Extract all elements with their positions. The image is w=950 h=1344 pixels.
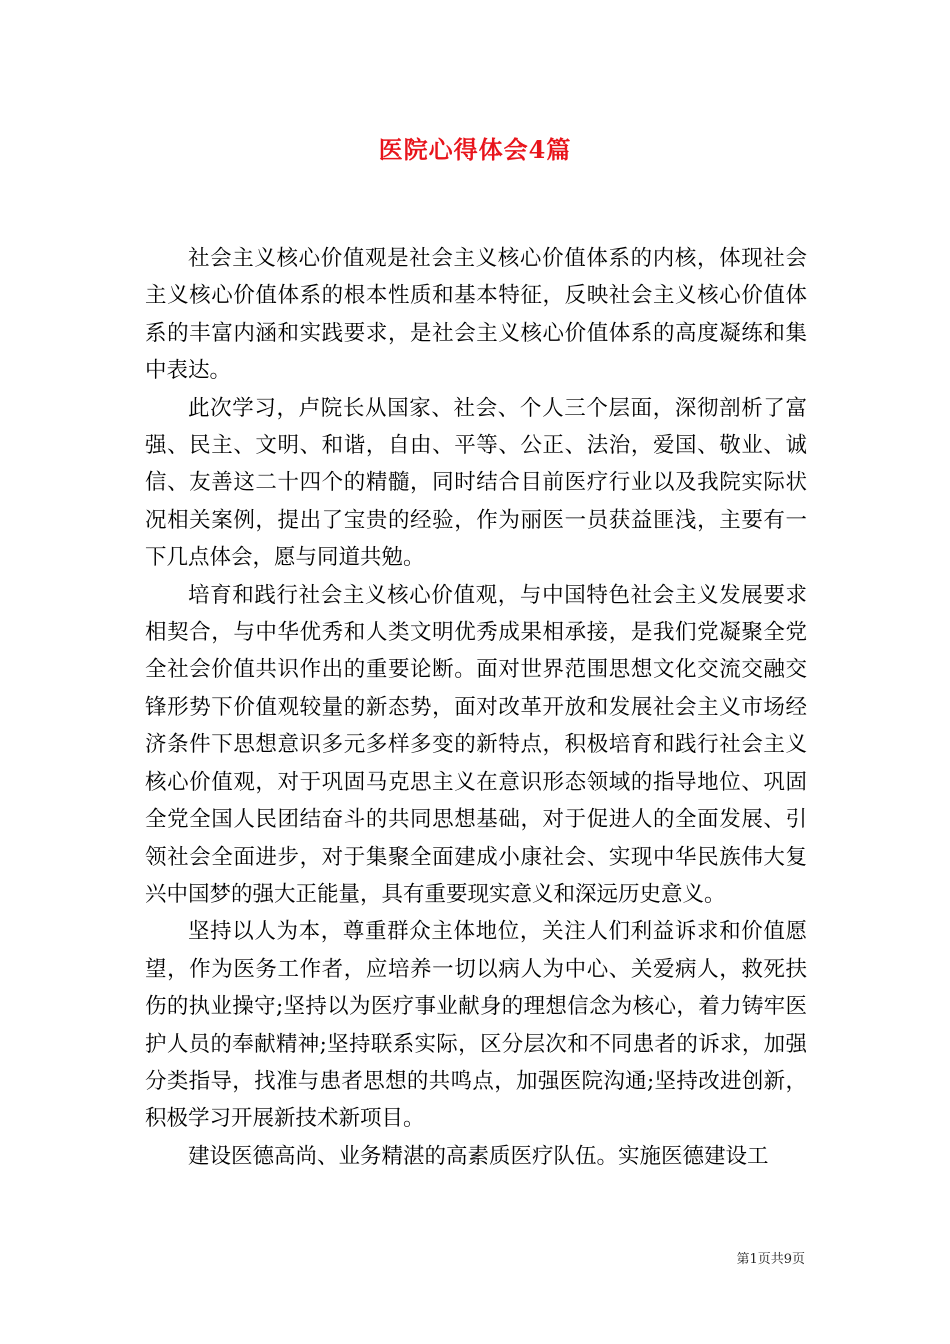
paragraph: 社会主义核心价值观是社会主义核心价值体系的内核，体现社会主义核心价值体系的根本性质和基本特征，反映社会主义核心价值体系的丰富内涵和实践要求，是社会主义核心价值体系的高度凝练和集中表达。 bbox=[145, 246, 807, 384]
paragraph: 此次学习，卢院长从国家、社会、个人三个层面，深彻剖析了富强、民主、文明、和谐，自由、平等、公正、法治，爱国、敬业、诚信、友善这二十四个的精髓，同时结合目前医疗行业以及我院实际状况相关案例，提出了宝贵的经验，作为丽医一员获益匪浅，主要有一下几点体会，愿与同道共勉。 bbox=[145, 395, 807, 571]
paragraph: 建设医德高尚、业务精湛的高素质医疗队伍。实施医德建设工 bbox=[188, 1143, 769, 1169]
page-number-footer: 第1页共9页 bbox=[736, 1252, 805, 1267]
paragraph: 培育和践行社会主义核心价值观，与中国特色社会主义发展要求相契合，与中华优秀和人类文明优秀成果相承接，是我们党凝聚全党全社会价值共识作出的重要论断。面对世界范围思想文化交流交融交锋形势下价值观较量的新态势，面对改革开放和发展社会主义市场经济条件下思想意识多元多样多变的新特点，积极培育和践行社会主义核心价值观，对于巩固马克思主义在意识形态领域的指导地位、巩固全党全国人民团结奋斗的共同思想基础，对于促进人的全面发展、引领社会全面进步，对于集聚全面建成小康社会、实现中华民族伟大复兴中国梦的强大正能量，具有重要现实意义和深远历史意义。 bbox=[145, 582, 807, 907]
document-title: 医院心得体会4篇 bbox=[378, 135, 572, 164]
paragraph: 坚持以人为本，尊重群众主体地位，关注人们利益诉求和价值愿望，作为医务工作者，应培养一切以病人为中心、关爱病人，救死扶伤的执业操守;坚持以为医疗事业献身的理想信念为核心，着力铸牢医护人员的奉献精神;坚持联系实际，区分层次和不同患者的诉求，加强分类指导，找准与患者思想的共鸣点，加强医院沟通;坚持改进创新，积极学习开展新技术新项目。 bbox=[145, 919, 807, 1132]
document-body bbox=[145, 240, 807, 1175]
